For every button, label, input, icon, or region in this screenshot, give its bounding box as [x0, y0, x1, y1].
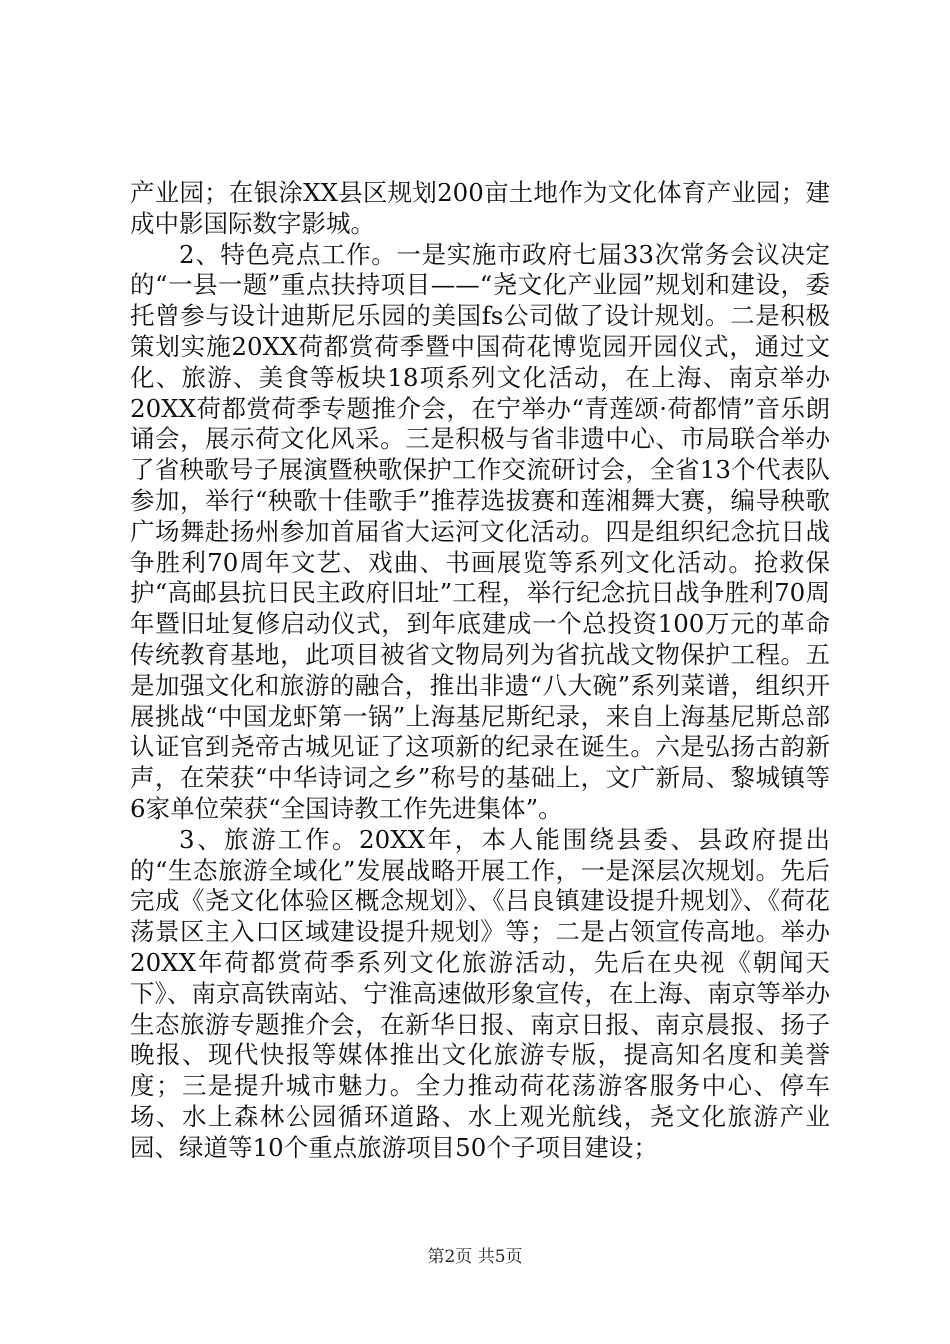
paragraph-tourism-work: 3、旅游工作。20XX年，本人能围绕县委、县政府提出的“生态旅游全域化”发展战略开展工作，一是深层次规划。先后完成《尧文化体验区概念规划》、《吕良镇建设提升规划》、《荷花荡景区主入口区域建设提升规划》等；二是占领宣传高地。举办20XX年荷都赏荷季系列文化旅游活动，先后在央视《朝闻天下》、南京高铁南站、宁淮高速做形象宣传，在上海、南京等举办生态旅游专题推介会，在新华日报、南京日报、南京晨报、扬子晚报、现代快报等媒体推出文化旅游专版，提高知名度和美誉度；三是提升城市魅力。全力推动荷花荡游客服务中心、停车场、水上森林公园循环道路、水上观光航线，尧文化旅游产业园、绿道等10个重点旅游项目50个子项目建设； — [130, 824, 830, 1162]
document-body — [130, 178, 830, 1164]
paragraph-highlight-work: 2、特色亮点工作。一是实施市政府七届33次常务会议决定的“一县一题”重点扶持项目——“尧文化产业园”规划和建设，委托曾参与设计迪斯尼乐园的美国fs公司做了设计规划。二是积极策划实施20XX荷都赏荷季暨中国荷花博览园开园仪式，通过文化、旅游、美食等板块18项系列文化活动，在上海、南京举办20XX荷都赏荷季专题推介会，在宁举办“青莲颂·荷都情”音乐朗诵会，展示荷文化风采。三是积极与省非遗中心、市局联合举办了省秧歌号子展演暨秧歌保护工作交流研讨会，全省13个代表队参加，举行“秧歌十佳歌手”推荐选拔赛和莲湘舞大赛，编导秧歌广场舞赴扬州参加首届省大运河文化活动。四是组织纪念抗日战争胜利70周年文艺、戏曲、书画展览等系列文化活动。抢救保护“高邮县抗日民主政府旧址”工程，举行纪念抗日战争胜利70周年暨旧址复修启动仪式，到年底建成一个总投资100万元的革命传统教育基地，此项目被省文物局列为省抗战文物保护工程。五是加强文化和旅游的融合，推出非遗“八大碗”系列菜谱，组织开展挑战“中国龙虾第一锅”上海基尼斯纪录，来自上海基尼斯总部认证官到尧帝古城见证了这项新的纪录在诞生。六是弘扬古韵新声，在荣获“中华诗词之乡”称号的基础上，文广新局、黎城镇等6家单位荣获“全国诗教工作先进集体”。 — [130, 239, 830, 823]
paragraph-continuation: 产业园；在银涂XX县区规划200亩土地作为文化体育产业园；建成中影国际数字影城。 — [130, 178, 830, 238]
page-footer: 第2页 共5页 — [427, 1247, 523, 1267]
